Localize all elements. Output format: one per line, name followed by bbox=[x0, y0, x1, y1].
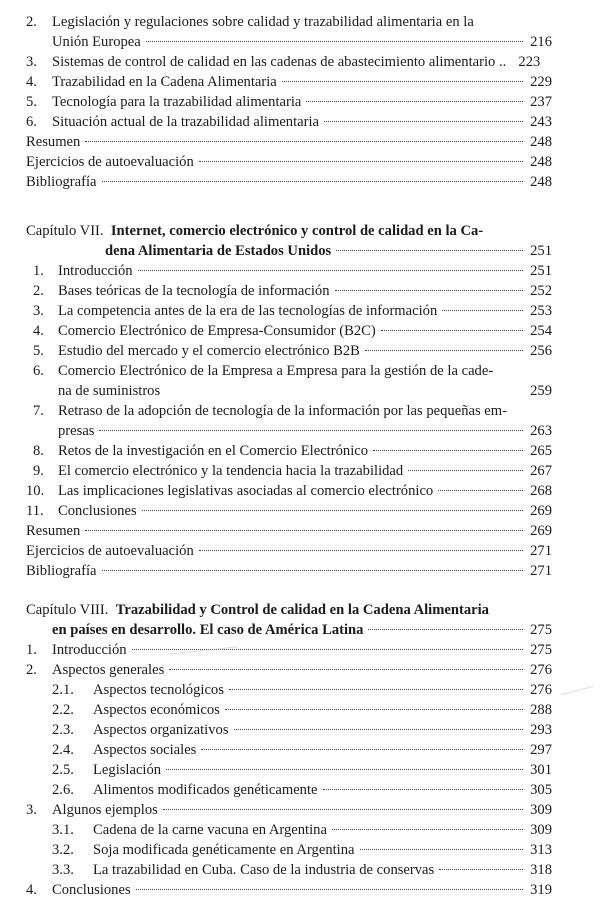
entry-number: 2.3. bbox=[52, 722, 74, 738]
scan-artifact bbox=[560, 686, 593, 695]
toc-resumen bbox=[26, 132, 552, 152]
toc-entry-3 bbox=[26, 52, 552, 72]
entry-number: 4. bbox=[26, 74, 37, 90]
toc-entry-7-6-line2 bbox=[58, 381, 552, 401]
entry-title: Soja modificada genéticamente en Argentina bbox=[93, 842, 355, 858]
toc-entry-8-2-6 bbox=[52, 780, 552, 800]
entry-title: Aspectos económicos bbox=[93, 702, 220, 718]
leader-dots bbox=[85, 140, 523, 142]
toc-entry-8-2 bbox=[26, 660, 552, 680]
entry-title: Tecnología para la trazabilidad alimentaria bbox=[52, 94, 302, 110]
entry-number: 2.4. bbox=[52, 742, 74, 758]
entry-page: 269 bbox=[530, 523, 552, 539]
chapter-title-cont: dena Alimentaria de Estados Unidos bbox=[105, 243, 332, 259]
leader-dots bbox=[102, 180, 523, 182]
toc-entry-7-10 bbox=[26, 481, 552, 501]
entry-title: Estudio del mercado y el comercio electrónico B2B bbox=[58, 343, 360, 359]
toc-bibliografia-7 bbox=[26, 561, 552, 581]
entry-page: 269 bbox=[530, 503, 552, 519]
entry-page: 275 bbox=[530, 642, 552, 658]
entry-page: 293 bbox=[530, 722, 552, 738]
entry-page: 223 bbox=[518, 54, 541, 70]
toc-entry-7-8 bbox=[33, 441, 552, 461]
entry-number: 10. bbox=[26, 483, 45, 499]
toc-entry-8-3 bbox=[26, 800, 552, 820]
chapter-7-heading-line2 bbox=[105, 241, 552, 261]
chapter-page: 251 bbox=[530, 243, 552, 259]
entry-title: Comercio Electrónico de Empresa-Consumidor (B2C) bbox=[58, 323, 376, 339]
toc-ejercicios bbox=[26, 152, 552, 172]
chapter-page: 275 bbox=[530, 622, 552, 638]
toc-entry-7-3 bbox=[33, 301, 552, 321]
toc-entry-7-4 bbox=[33, 321, 552, 341]
toc-entry-4 bbox=[26, 72, 552, 92]
toc-entry-7-11 bbox=[26, 501, 552, 521]
entry-page: 243 bbox=[530, 114, 552, 130]
entry-number: 2.1. bbox=[52, 682, 74, 698]
entry-page: 313 bbox=[530, 842, 552, 858]
leader-dots bbox=[234, 728, 523, 730]
entry-title: Ejercicios de autoevaluación bbox=[26, 543, 194, 559]
leader-dots bbox=[306, 100, 523, 102]
entry-title-cont: na de suministros bbox=[58, 383, 161, 399]
leader-dots bbox=[138, 269, 523, 271]
entry-title: Algunos ejemplos bbox=[52, 802, 158, 818]
toc-bibliografia bbox=[26, 172, 552, 192]
toc-entry-7-5 bbox=[33, 341, 552, 361]
toc-entry-8-2-3 bbox=[52, 720, 552, 740]
toc-ejercicios-7 bbox=[26, 541, 552, 561]
leader-dots bbox=[335, 289, 523, 291]
entry-title: Conclusiones bbox=[58, 503, 137, 519]
entry-number: 6. bbox=[33, 363, 44, 379]
chapter-7-heading bbox=[26, 221, 552, 241]
entry-page: 305 bbox=[530, 782, 552, 798]
entry-page: 297 bbox=[530, 742, 552, 758]
leader-dots bbox=[360, 848, 523, 850]
entry-number: 1. bbox=[33, 263, 44, 279]
toc-entry-8-2-5 bbox=[52, 760, 552, 780]
leader-dots bbox=[323, 788, 523, 790]
entry-title: Las implicaciones legislativas asociadas al comercio electrónico bbox=[58, 483, 434, 499]
leader-dots bbox=[136, 888, 523, 890]
entry-number: 6. bbox=[26, 114, 37, 130]
toc-entry-8-2-4 bbox=[52, 740, 552, 760]
leader-dots bbox=[365, 349, 523, 351]
entry-title: Resumen bbox=[26, 523, 81, 539]
toc-entry-2-line2 bbox=[52, 32, 552, 52]
leader-dots bbox=[199, 549, 523, 551]
entry-page: 288 bbox=[530, 702, 552, 718]
entry-page: 267 bbox=[530, 463, 552, 479]
leader-dots bbox=[381, 329, 523, 331]
entry-page: 216 bbox=[530, 34, 552, 50]
leader-dots bbox=[229, 688, 523, 690]
entry-page: 259 bbox=[530, 383, 552, 399]
leader-dots bbox=[85, 529, 523, 531]
entry-number: 5. bbox=[33, 343, 44, 359]
entry-number: 3.3. bbox=[52, 862, 74, 878]
entry-number: 3. bbox=[26, 802, 37, 818]
entry-title: Cadena de la carne vacuna en Argentina bbox=[93, 822, 327, 838]
entry-title: Bibliografía bbox=[26, 563, 97, 579]
entry-page: 268 bbox=[530, 483, 552, 499]
entry-title: Aspectos generales bbox=[52, 662, 165, 678]
entry-page: 276 bbox=[530, 662, 552, 678]
entry-title: Bases teóricas de la tecnología de información bbox=[58, 283, 330, 299]
entry-page: 254 bbox=[530, 323, 552, 339]
chapter-title: Internet, comercio electrónico y control de calidad en la Ca- bbox=[110, 223, 484, 239]
leader-dots bbox=[102, 569, 523, 571]
entry-page: 248 bbox=[530, 174, 552, 190]
entry-title: Aspectos organizativos bbox=[93, 722, 229, 738]
toc-resumen-7 bbox=[26, 521, 552, 541]
entry-title: Ejercicios de autoevaluación bbox=[26, 154, 194, 170]
entry-title: La competencia antes de la era de las tecnologías de información bbox=[58, 303, 438, 319]
leader-dots bbox=[373, 449, 523, 451]
entry-number: 11. bbox=[26, 503, 44, 519]
entry-number: 3. bbox=[26, 54, 37, 70]
leader-dots bbox=[132, 648, 523, 650]
entry-title: Retos de la investigación en el Comercio Electrónico bbox=[58, 443, 369, 459]
entry-title: El comercio electrónico y la tendencia hacia la trazabilidad bbox=[58, 463, 404, 479]
leader-dots bbox=[438, 489, 523, 491]
entry-title: Introducción bbox=[58, 263, 133, 279]
entry-title: Aspectos tecnológicos bbox=[93, 682, 224, 698]
leader-dots bbox=[442, 309, 523, 311]
entry-title: Conclusiones bbox=[52, 882, 131, 898]
leader-dots bbox=[332, 828, 523, 830]
toc-entry-6 bbox=[26, 112, 552, 132]
entry-title: Legislación bbox=[93, 762, 162, 778]
entry-number: 1. bbox=[26, 642, 37, 658]
toc-entry-5 bbox=[26, 92, 552, 112]
leader-dots bbox=[199, 160, 523, 162]
entry-number: 8. bbox=[33, 443, 44, 459]
leader-dots bbox=[324, 120, 523, 122]
entry-number: 9. bbox=[33, 463, 44, 479]
leader-dots bbox=[408, 469, 523, 471]
entry-title-cont: presas bbox=[58, 423, 95, 439]
toc-entry-8-2-1 bbox=[52, 680, 552, 700]
entry-page: 237 bbox=[530, 94, 552, 110]
chapter-8-heading-line2 bbox=[52, 620, 552, 640]
toc-entry-8-3-3 bbox=[52, 860, 552, 880]
entry-number: 3.1. bbox=[52, 822, 74, 838]
entry-number: 5. bbox=[26, 94, 37, 110]
entry-title: Sistemas de control de calidad en las cadenas de abastecimiento alimentario .. bbox=[52, 54, 507, 70]
entry-number: 4. bbox=[26, 882, 37, 898]
toc-entry-7-9 bbox=[33, 461, 552, 481]
toc-entry-7-7-line2 bbox=[58, 421, 552, 441]
leader-dots bbox=[439, 868, 523, 870]
entry-title: Aspectos sociales bbox=[93, 742, 197, 758]
leader-dots bbox=[166, 768, 523, 770]
entry-number: 3. bbox=[33, 303, 44, 319]
entry-number: 7. bbox=[33, 403, 44, 419]
leader-dots bbox=[225, 708, 523, 710]
entry-page: 319 bbox=[530, 882, 552, 898]
toc-entry-8-1 bbox=[26, 640, 552, 660]
chapter-title: Trazabilidad y Control de calidad en la Cadena Alimentaria bbox=[115, 602, 489, 618]
leader-space bbox=[165, 389, 523, 391]
entry-page: 248 bbox=[530, 134, 552, 150]
toc-entry-8-2-2 bbox=[52, 700, 552, 720]
entry-page: 271 bbox=[530, 563, 552, 579]
entry-page: 309 bbox=[530, 822, 552, 838]
toc-entry-8-4 bbox=[26, 880, 552, 900]
entry-number: 4. bbox=[33, 323, 44, 339]
entry-page: 263 bbox=[530, 423, 552, 439]
entry-number: 2. bbox=[33, 283, 44, 299]
entry-number: 2.6. bbox=[52, 782, 74, 798]
entry-page: 301 bbox=[530, 762, 552, 778]
entry-title: Situación actual de la trazabilidad alimentaria bbox=[52, 114, 320, 130]
toc-entry-7-6-line1 bbox=[33, 361, 552, 381]
entry-page: 318 bbox=[530, 862, 552, 878]
entry-title: Bibliografía bbox=[26, 174, 97, 190]
entry-title: Legislación y regulaciones sobre calidad y trazabilidad alimentaria en la bbox=[52, 14, 474, 30]
leader-dots bbox=[146, 40, 523, 42]
entry-page: 229 bbox=[530, 74, 552, 90]
toc-entry-7-1 bbox=[33, 261, 552, 281]
entry-title: Resumen bbox=[26, 134, 81, 150]
entry-title-cont: Unión Europea bbox=[52, 34, 141, 50]
chapter-label: Capítulo VIII. bbox=[26, 602, 109, 618]
entry-page: 256 bbox=[530, 343, 552, 359]
entry-page: 251 bbox=[530, 263, 552, 279]
entry-page: 276 bbox=[530, 682, 552, 698]
entry-title: Introducción bbox=[52, 642, 127, 658]
entry-number: 2.2. bbox=[52, 702, 74, 718]
entry-number: 3.2. bbox=[52, 842, 74, 858]
toc-entry-2-line1 bbox=[26, 12, 552, 32]
leader-dots bbox=[201, 748, 523, 750]
entry-number: 2.5. bbox=[52, 762, 74, 778]
entry-number: 2. bbox=[26, 662, 37, 678]
leader-dots bbox=[368, 628, 523, 630]
entry-page: 271 bbox=[530, 543, 552, 559]
entry-title: Trazabilidad en la Cadena Alimentaria bbox=[52, 74, 277, 90]
leader-dots bbox=[336, 249, 523, 251]
entry-title: Retraso de la adopción de tecnología de la información por las pequeñas em- bbox=[58, 403, 508, 419]
entry-page: 252 bbox=[530, 283, 552, 299]
toc-entry-8-3-2 bbox=[52, 840, 552, 860]
entry-page: 248 bbox=[530, 154, 552, 170]
chapter-label: Capítulo VII. bbox=[26, 223, 104, 239]
entry-title: La trazabilidad en Cuba. Caso de la industria de conservas bbox=[93, 862, 435, 878]
entry-page: 265 bbox=[530, 443, 552, 459]
toc-entry-7-2 bbox=[33, 281, 552, 301]
leader-dots bbox=[99, 429, 523, 431]
entry-title: Comercio Electrónico de la Empresa a Empresa para la gestión de la cade- bbox=[58, 363, 494, 379]
entry-number: 2. bbox=[26, 14, 37, 30]
toc-entry-8-3-1 bbox=[52, 820, 552, 840]
entry-page: 253 bbox=[530, 303, 552, 319]
leader-dots bbox=[142, 509, 523, 511]
leader-dots bbox=[163, 808, 523, 810]
chapter-8-heading bbox=[26, 600, 552, 620]
entry-page: 309 bbox=[530, 802, 552, 818]
toc-entry-7-7-line1 bbox=[33, 401, 552, 421]
leader-dots bbox=[169, 668, 523, 670]
chapter-title-cont: en países en desarrollo. El caso de América Latina bbox=[52, 622, 364, 638]
leader-dots bbox=[282, 80, 523, 82]
entry-title: Alimentos modificados genéticamente bbox=[93, 782, 318, 798]
